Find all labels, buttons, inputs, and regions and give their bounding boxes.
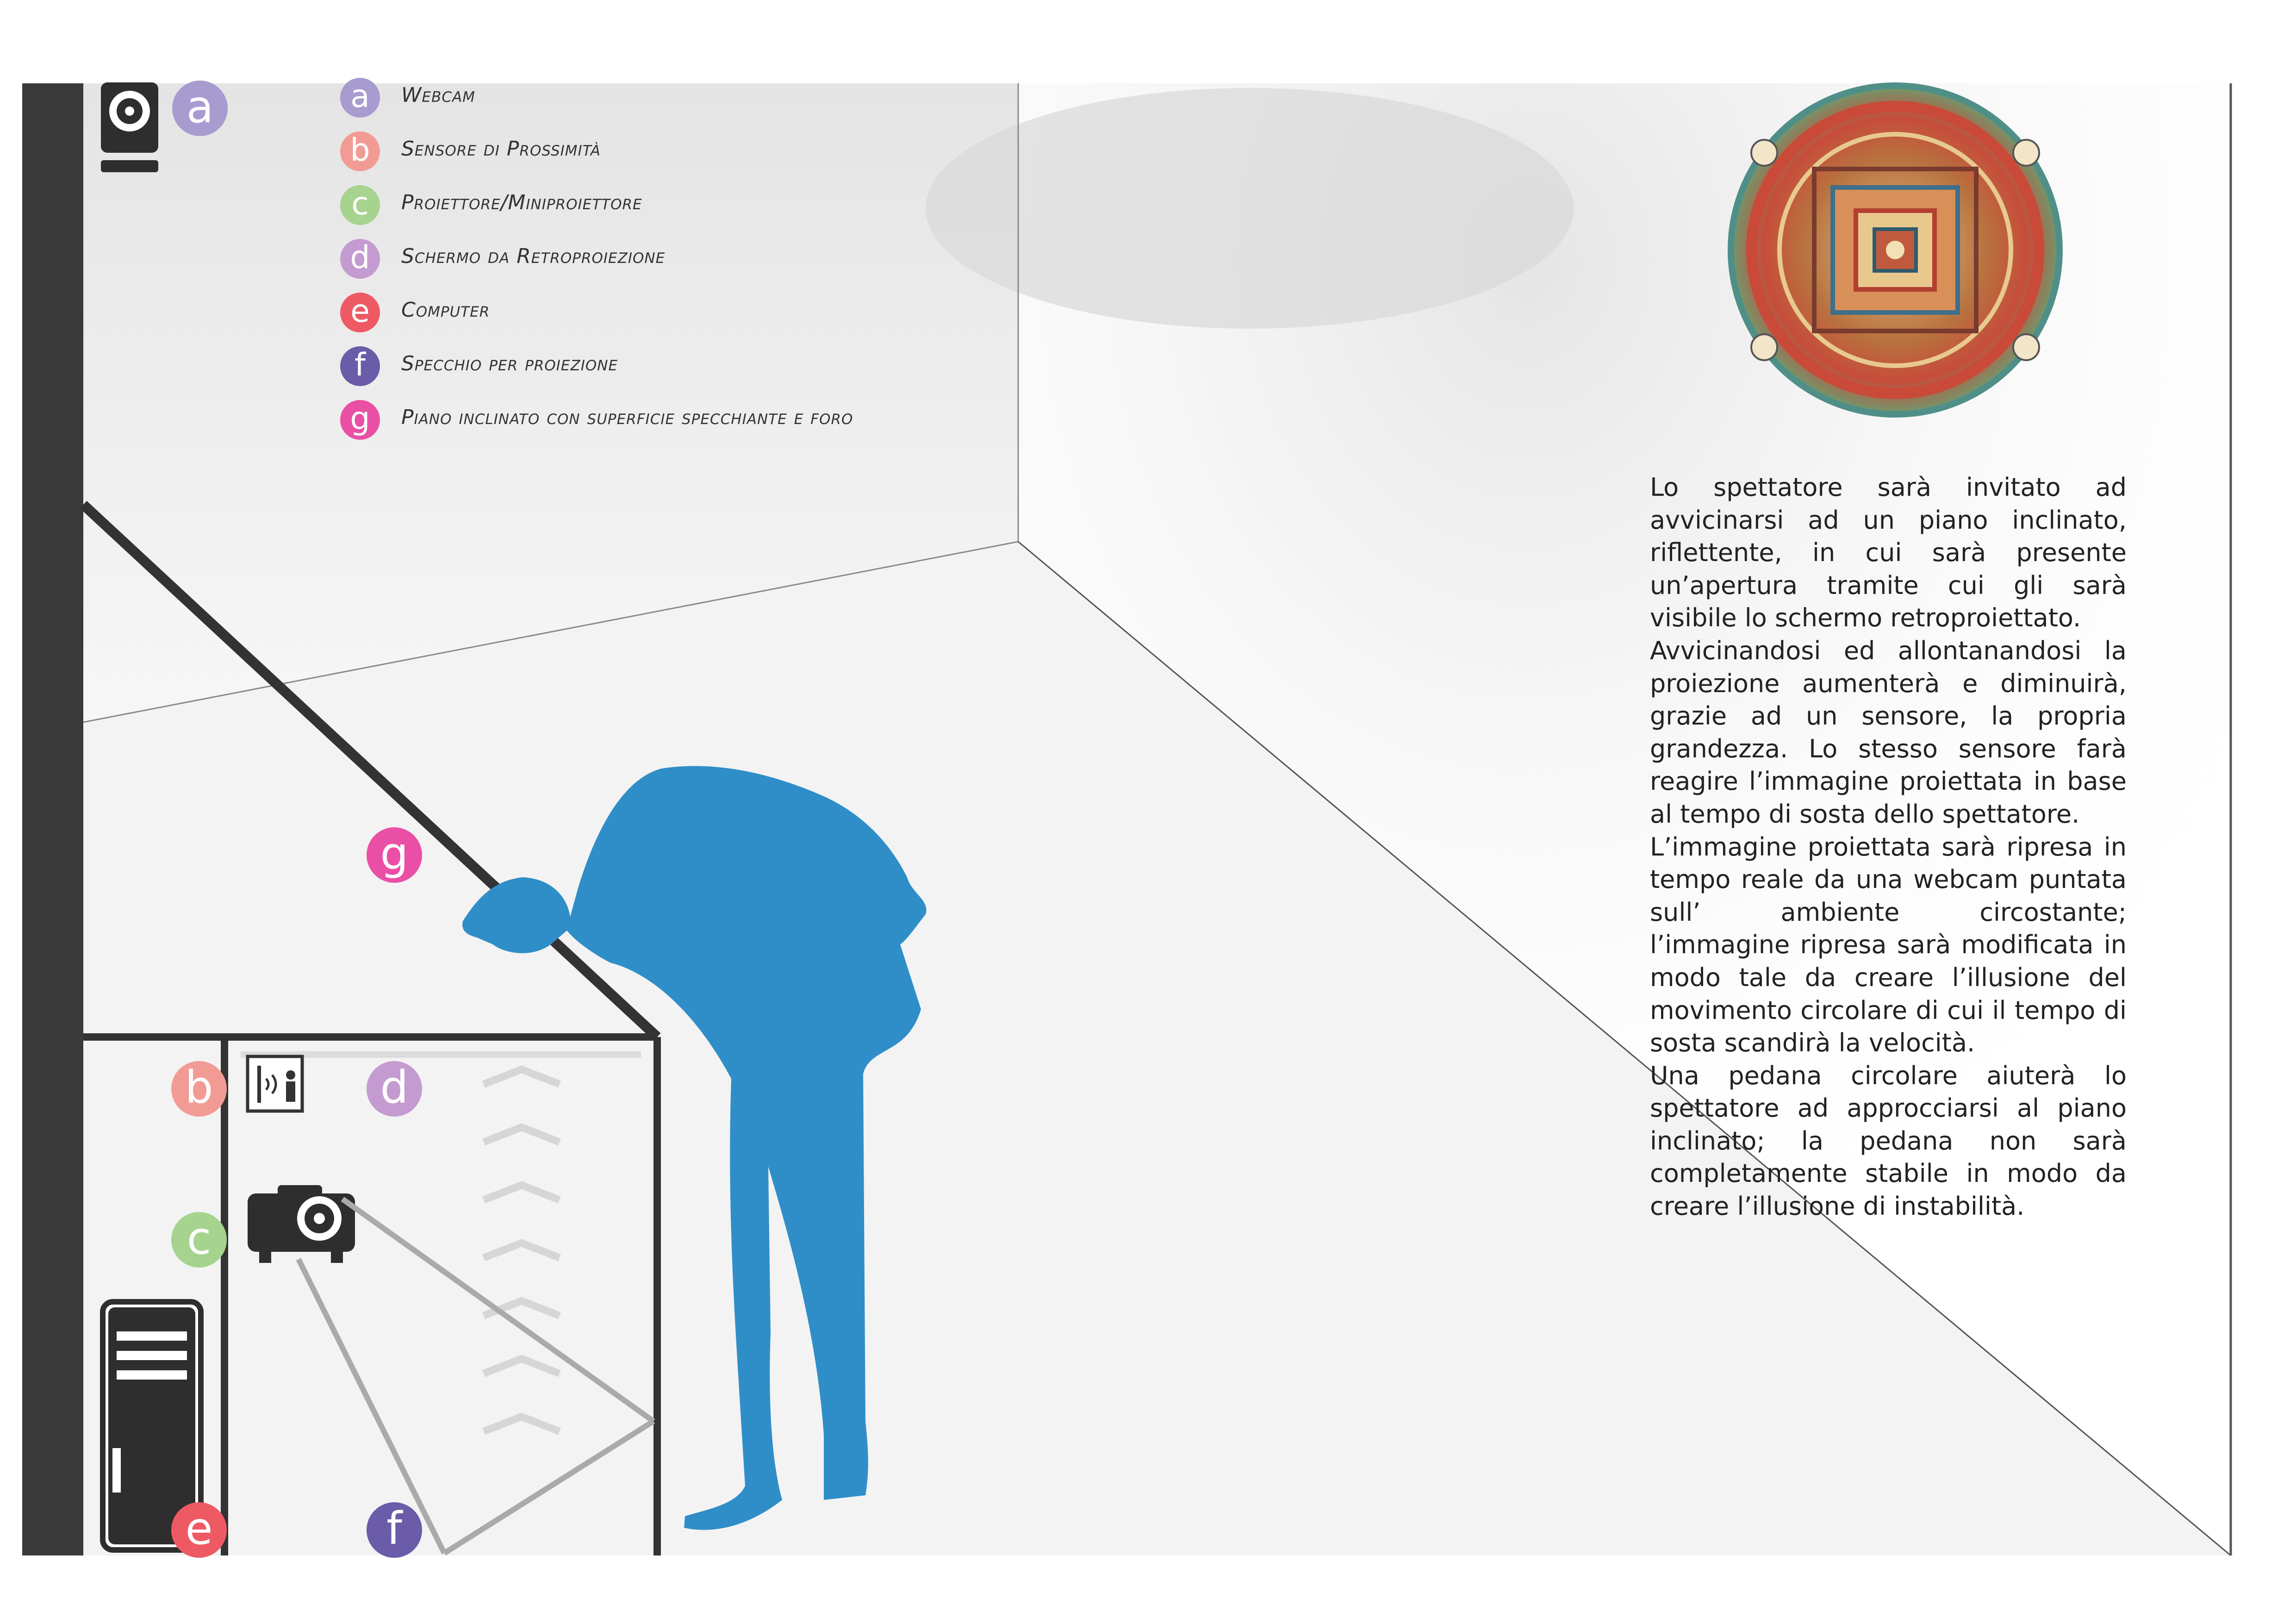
legend-label: Computer	[401, 298, 490, 322]
badge-screen: d	[367, 1061, 422, 1117]
legend-badge: f	[340, 346, 380, 386]
description-paragraph: Una pedana circolare aiuterà lo spettatore ad approcciarsi al piano inclinato; la pedana non sarà completamente stabile in modo da creare l’illusione di instabilità.	[1650, 1061, 2127, 1221]
badge-webcam: a	[172, 81, 228, 136]
left-wall	[22, 83, 83, 1555]
legend-badge: d	[340, 239, 380, 279]
legend-label: Schermo da Retroproiezione	[401, 244, 666, 268]
proximity-sensor-icon	[248, 1056, 302, 1111]
mandala-image	[1731, 86, 2060, 414]
projector-icon	[248, 1185, 355, 1263]
legend-badge: a	[340, 78, 380, 118]
description-text	[1650, 471, 2127, 1223]
legend-label: Webcam	[401, 83, 475, 107]
legend-badge: c	[340, 185, 380, 225]
legend-label: Sensore di Prossimità	[401, 137, 601, 161]
legend-badge: g	[340, 400, 380, 440]
badge-computer: e	[171, 1502, 227, 1558]
legend-label: Proiettore/Miniproiettore	[401, 191, 642, 214]
description-paragraph: Lo spettatore sarà invitato ad avvicinarsi ad un piano inclinato, riflettente, in cui sarà presente un’apertura tramite cui gli sarà visibile lo schermo retroproiettato.	[1650, 473, 2127, 633]
legend-label: Specchio per proiezione	[401, 352, 618, 375]
legend-badge: e	[340, 293, 380, 332]
description-paragraph: L’immagine proiettata sarà ripresa in tempo reale da una webcam puntata sull’ ambiente circostante; l’immagine ripresa sarà modificata in modo tale da creare l’illusione del movimento circolare di cui il tempo di sosta scandirà la velocità.	[1650, 832, 2127, 1058]
badge-projector: c	[171, 1212, 227, 1268]
ceiling-light-spot	[926, 88, 1574, 329]
badge-mirror: f	[367, 1502, 422, 1558]
legend-label: Piano inclinato con superficie specchiante e foro	[401, 406, 853, 429]
description-paragraph: Avvicinandosi ed allontanandosi la proiezione aumenterà e diminuirà, grazie ad un sensore, la propria grandezza. Lo stesso sensore farà reagire l’immagine proiettata in base al tempo di sosta dello spettatore.	[1650, 636, 2127, 829]
badge-inclined-plane: g	[367, 827, 422, 883]
badge-sensor: b	[171, 1061, 227, 1117]
legend-badge: b	[340, 131, 380, 171]
